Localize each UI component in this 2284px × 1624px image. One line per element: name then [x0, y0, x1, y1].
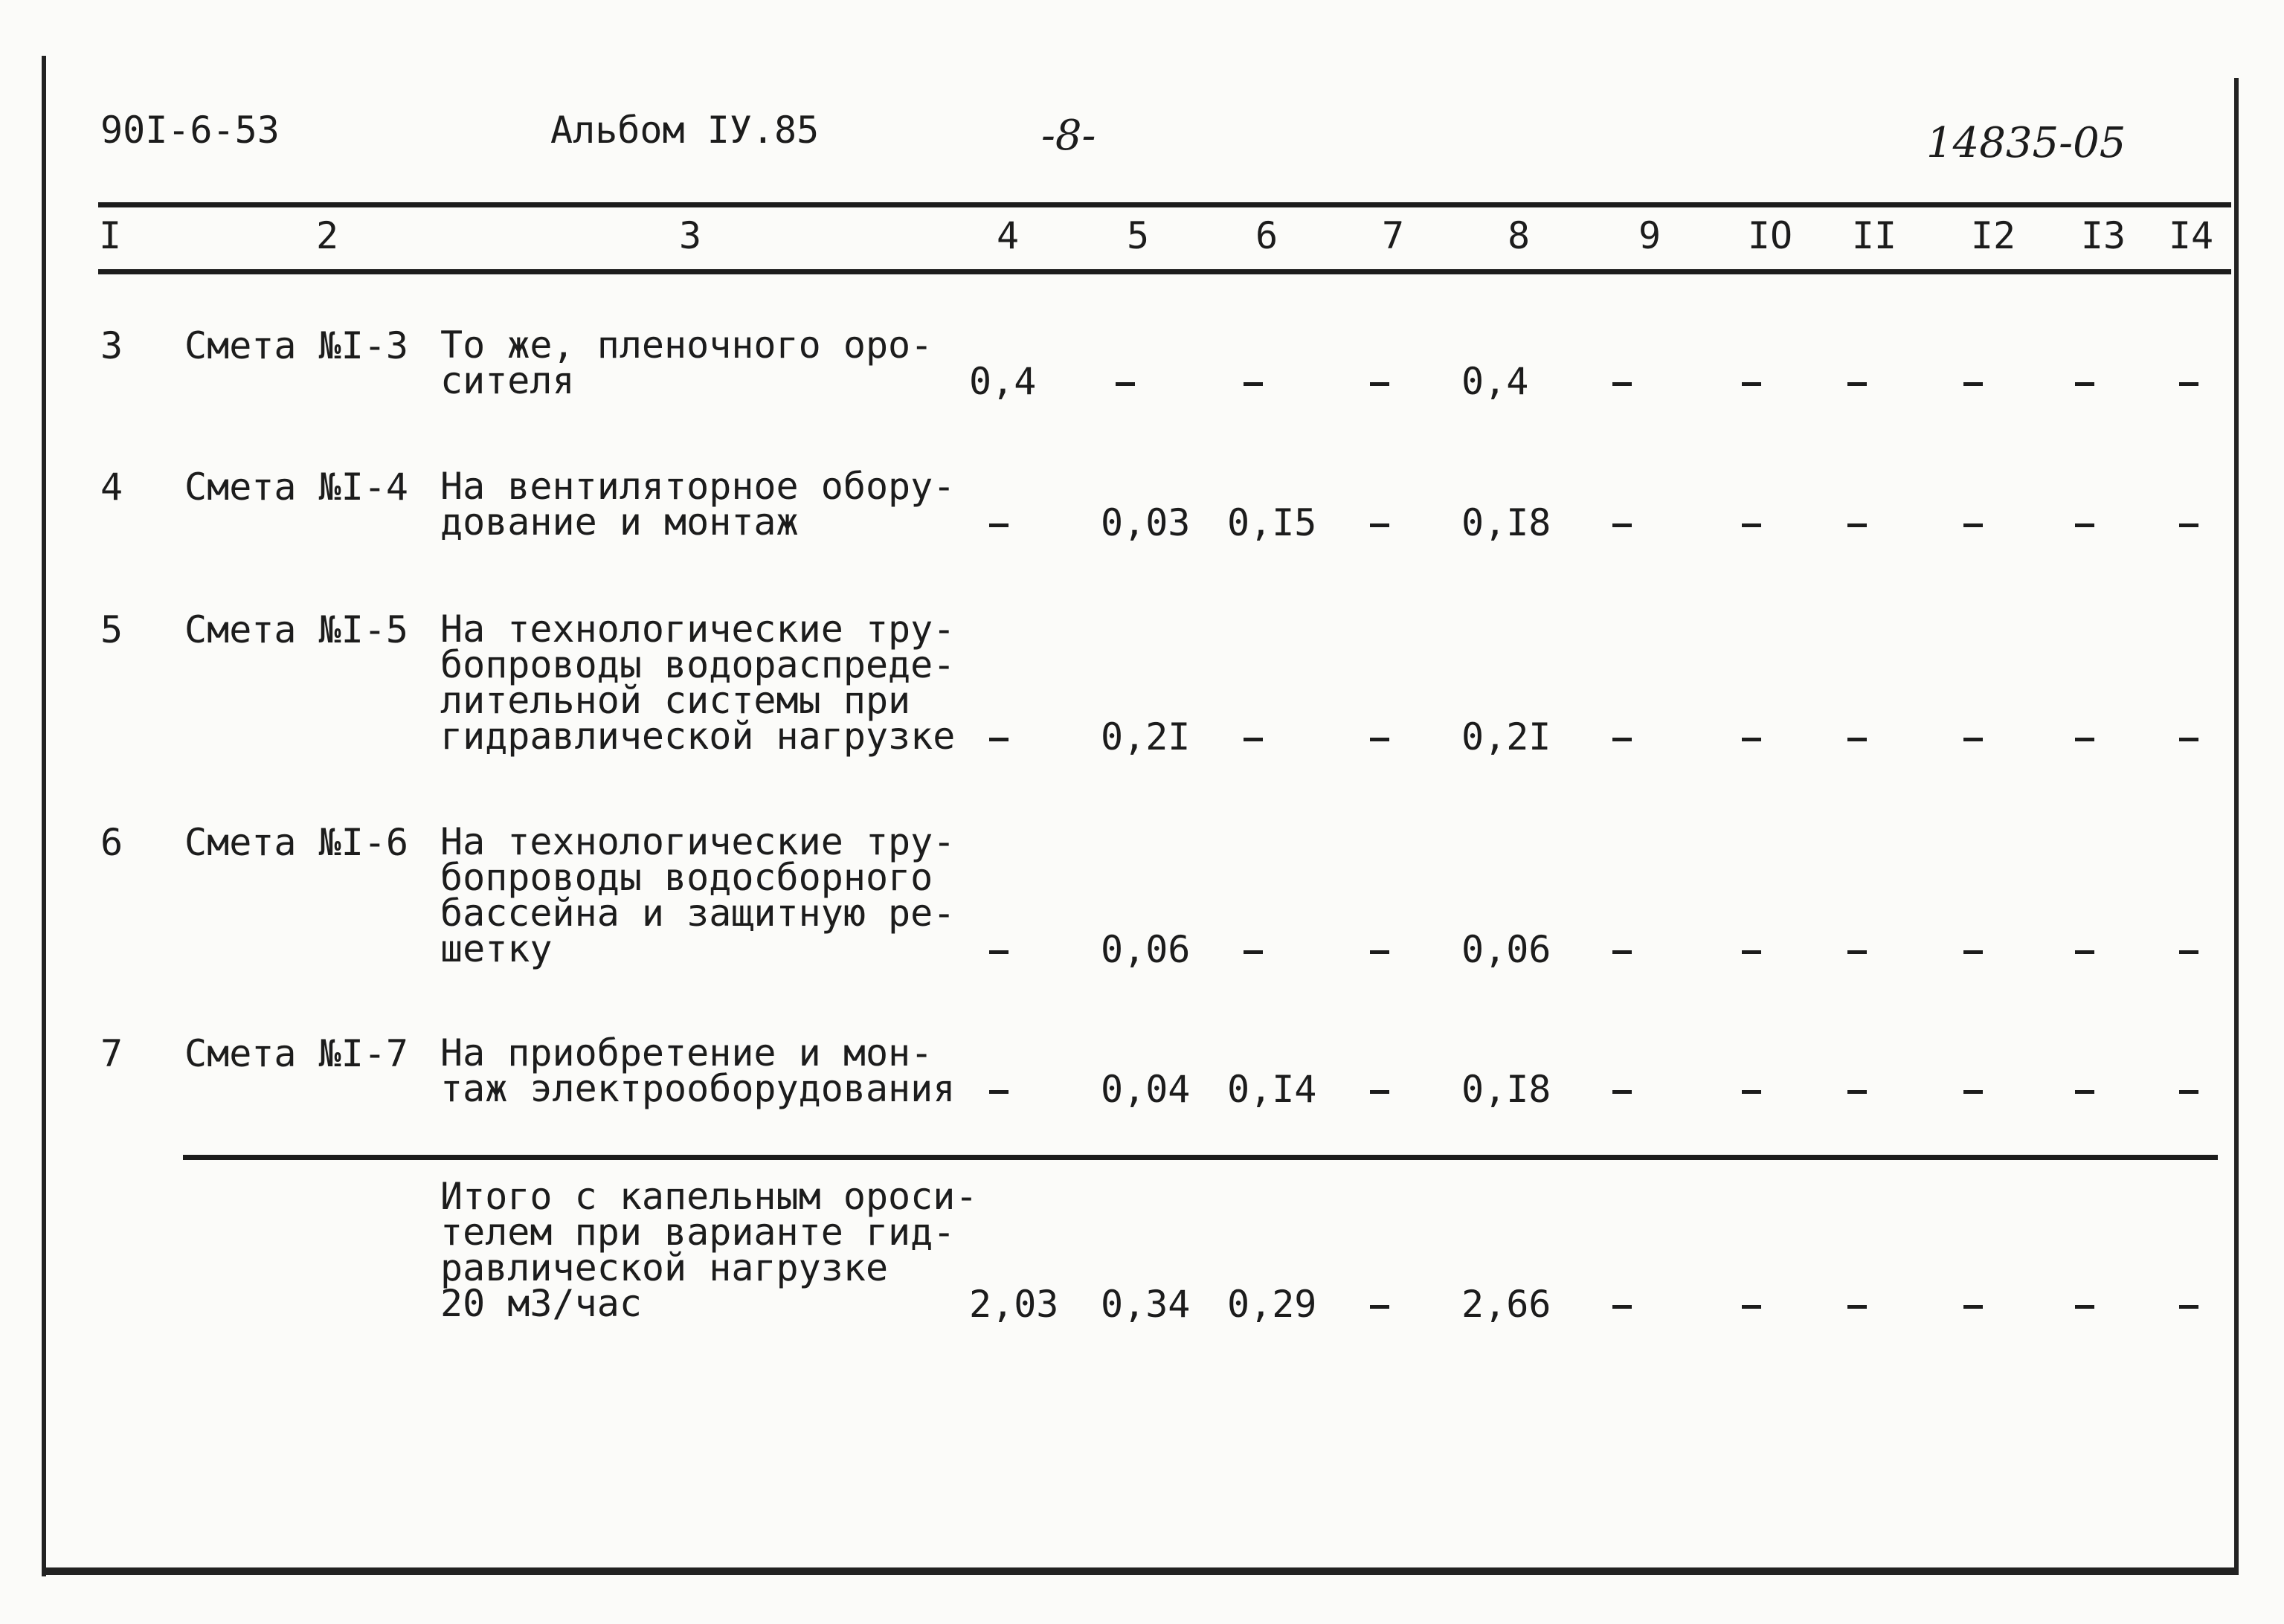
- table-row-6-dash-col-10: [1742, 950, 1761, 954]
- table-row-7-dash-col-11: [1847, 1090, 1867, 1094]
- total-row-value-col-4: 2,03: [969, 1283, 1059, 1326]
- frame-bottom-border: [43, 1567, 2239, 1575]
- table-row-6-dash-col-6: [1244, 950, 1263, 954]
- table-row-4-value-col-5: 0,03: [1101, 501, 1191, 544]
- table-row-3-dash-col-13: [2075, 382, 2094, 386]
- table-row-7-dash-col-4: [989, 1090, 1009, 1094]
- row-description-line: лительной системы при: [440, 679, 911, 722]
- total-separator-rule: [183, 1155, 2218, 1160]
- estimate-label: Смета №I-3: [184, 324, 409, 367]
- table-row-5-dash-col-13: [2075, 738, 2094, 741]
- column-header-10: IO: [1747, 214, 1793, 257]
- column-header-14: I4: [2168, 214, 2214, 257]
- row-description-line: гидравлической нагрузке: [440, 715, 956, 758]
- column-header-7: 7: [1381, 214, 1405, 257]
- total-row-value-col-6: 0,29: [1227, 1283, 1317, 1326]
- row-description-line: На технологические тру-: [440, 820, 956, 863]
- row-description-line: дование и монтаж: [440, 500, 799, 544]
- total-row-dash-col-13: [2075, 1305, 2094, 1309]
- estimate-label: Смета №I-5: [184, 608, 409, 651]
- column-header-12: I2: [1970, 214, 2016, 257]
- row-number: 7: [100, 1032, 123, 1075]
- column-header-2: 2: [315, 214, 339, 257]
- table-row-6-dash-col-11: [1847, 950, 1867, 954]
- table-row-5-dash-col-10: [1742, 738, 1761, 741]
- album-label: Альбом IУ.85: [550, 109, 820, 152]
- table-row-3-dash-col-6: [1244, 382, 1263, 386]
- row-description-line: бопроводы водораспреде-: [440, 643, 956, 686]
- table-row-7-dash-col-14: [2179, 1090, 2198, 1094]
- table-row-5-dash-col-7: [1370, 738, 1389, 741]
- row-description-line: То же, пленочного оро-: [440, 323, 933, 367]
- table-row-7-value-col-6: 0,I4: [1227, 1068, 1317, 1111]
- table-row-4-value-col-8: 0,I8: [1461, 501, 1551, 544]
- column-header-11: II: [1851, 214, 1897, 257]
- table-row-4-dash-col-12: [1963, 523, 1983, 527]
- frame-right-border: [2234, 78, 2239, 1573]
- table-row-4-value-col-6: 0,I5: [1227, 501, 1317, 544]
- table-row-5-dash-col-14: [2179, 738, 2198, 741]
- total-row-value-col-5: 0,34: [1101, 1283, 1191, 1326]
- column-header-5: 5: [1126, 214, 1150, 257]
- table-row-7-value-col-5: 0,04: [1101, 1068, 1191, 1111]
- total-row-dash-col-12: [1963, 1305, 1983, 1309]
- page-number: -8-: [1041, 112, 1096, 160]
- total-description-line: телем при варианте гид-: [440, 1211, 956, 1254]
- table-row-3-dash-col-7: [1370, 382, 1389, 386]
- table-row-7-dash-col-7: [1370, 1090, 1389, 1094]
- table-row-6-dash-col-12: [1963, 950, 1983, 954]
- column-header-3: 3: [678, 214, 702, 257]
- table-row-4-dash-col-14: [2179, 523, 2198, 527]
- table-row-7-dash-col-13: [2075, 1090, 2094, 1094]
- table-row-3-dash-col-12: [1963, 382, 1983, 386]
- table-row-3-dash-col-10: [1742, 382, 1761, 386]
- table-row-4-dash-col-10: [1742, 523, 1761, 527]
- total-row-value-col-8: 2,66: [1461, 1283, 1551, 1326]
- estimate-label: Смета №I-7: [184, 1032, 409, 1075]
- total-description-line: Итого с капельным ороси-: [440, 1175, 978, 1218]
- registration-number: 14835-05: [1926, 119, 2126, 167]
- row-description-line: таж электрооборудования: [440, 1067, 956, 1110]
- column-header-13: I3: [2080, 214, 2126, 257]
- table-row-6-value-col-8: 0,06: [1461, 928, 1551, 971]
- table-row-3-dash-col-5: [1116, 382, 1135, 386]
- column-header-9: 9: [1638, 214, 1661, 257]
- document-code: 90I-6-53: [100, 109, 280, 152]
- column-header-1: I: [98, 214, 122, 257]
- table-row-6-value-col-5: 0,06: [1101, 928, 1191, 971]
- table-row-5-value-col-5: 0,2I: [1101, 715, 1191, 758]
- table-row-3-value-col-8: 0,4: [1461, 360, 1529, 403]
- frame-left-border: [42, 56, 46, 1576]
- row-number: 6: [100, 821, 123, 864]
- table-row-4-dash-col-11: [1847, 523, 1867, 527]
- table-row-6-dash-col-4: [989, 950, 1009, 954]
- table-row-3-dash-col-11: [1847, 382, 1867, 386]
- table-row-5-dash-col-9: [1612, 738, 1632, 741]
- column-header-6: 6: [1255, 214, 1278, 257]
- table-row-3-value-col-4: 0,4: [969, 360, 1037, 403]
- table-row-5-dash-col-6: [1244, 738, 1263, 741]
- row-number: 3: [100, 324, 123, 367]
- total-row-dash-col-10: [1742, 1305, 1761, 1309]
- column-header-4: 4: [996, 214, 1020, 257]
- total-row-dash-col-7: [1370, 1305, 1389, 1309]
- table-row-4-dash-col-4: [989, 523, 1009, 527]
- table-row-3-dash-col-9: [1612, 382, 1632, 386]
- total-row-dash-col-11: [1847, 1305, 1867, 1309]
- row-description-line: На вентиляторное обору-: [440, 465, 956, 508]
- table-row-7-dash-col-9: [1612, 1090, 1632, 1094]
- row-description-line: бассейна и защитную ре-: [440, 892, 956, 935]
- total-description-line: равлической нагрузке: [440, 1246, 889, 1289]
- table-row-3-dash-col-14: [2179, 382, 2198, 386]
- row-description-line: бопроводы водосборного: [440, 856, 933, 899]
- row-description-line: шетку: [440, 927, 553, 970]
- total-description-line: 20 м3/час: [440, 1282, 642, 1325]
- row-description-line: На технологические тру-: [440, 608, 956, 651]
- column-header-8: 8: [1507, 214, 1531, 257]
- row-description-line: сителя: [440, 359, 575, 402]
- table-row-5-value-col-8: 0,2I: [1461, 715, 1551, 758]
- table-row-7-dash-col-10: [1742, 1090, 1761, 1094]
- column-header-rule: [98, 269, 2231, 274]
- row-number: 5: [100, 608, 123, 651]
- total-row-dash-col-9: [1612, 1305, 1632, 1309]
- table-row-4-dash-col-13: [2075, 523, 2094, 527]
- row-description-line: На приобретение и мон-: [440, 1031, 933, 1074]
- total-row-dash-col-14: [2179, 1305, 2198, 1309]
- table-row-7-value-col-8: 0,I8: [1461, 1068, 1551, 1111]
- table-row-5-dash-col-12: [1963, 738, 1983, 741]
- table-row-6-dash-col-9: [1612, 950, 1632, 954]
- table-row-4-dash-col-9: [1612, 523, 1632, 527]
- table-row-6-dash-col-7: [1370, 950, 1389, 954]
- table-row-5-dash-col-4: [989, 738, 1009, 741]
- table-row-6-dash-col-13: [2075, 950, 2094, 954]
- estimate-label: Смета №I-6: [184, 821, 409, 864]
- table-row-7-dash-col-12: [1963, 1090, 1983, 1094]
- table-row-5-dash-col-11: [1847, 738, 1867, 741]
- estimate-label: Смета №I-4: [184, 465, 409, 509]
- table-row-4-dash-col-7: [1370, 523, 1389, 527]
- table-row-6-dash-col-14: [2179, 950, 2198, 954]
- table-top-rule: [98, 202, 2231, 207]
- row-number: 4: [100, 465, 123, 509]
